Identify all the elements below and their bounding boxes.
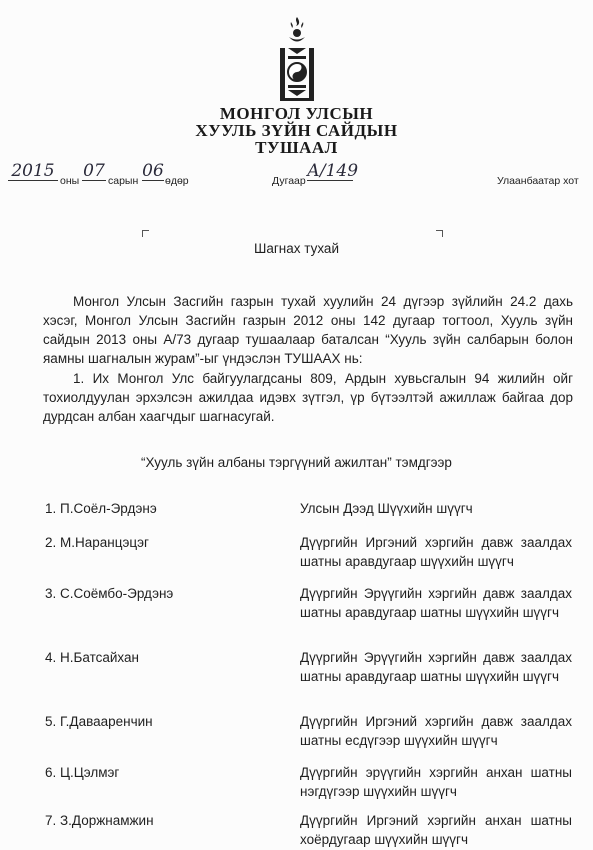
date-year-handwritten: 2015	[8, 162, 58, 181]
decision-paragraph: 1. Их Монгол Улс байгуулагдсаны 809, Ардын хувьсгалын 94 жилийн ойг тохиолдуулан эрхэлсэн ажилдаа идэвх зүтгэл, үр бүтээлтэй ажиллаж байгаа дор дурдсан албан хаагчдыг шагнасугай.	[43, 371, 573, 424]
order-number-handwritten: А/149	[307, 161, 359, 181]
recipient-name: 6. Ц.Цэлмэг	[45, 765, 120, 780]
recipient-position: Дүүргийн Иргэний хэргийн давж заалдах шатны есдүгээр шүүхийн шүүгч	[300, 714, 572, 748]
date-month-handwritten: 07	[83, 161, 105, 181]
org-title-line-3: ТУШААЛ	[255, 138, 338, 157]
recipient-name: 1. П.Соёл-Эрдэнэ	[45, 501, 157, 516]
preamble-paragraph: Монгол Улсын Засгийн газрын тухай хуулийн 24 дүгээр зүйлийн 24.2 дахь хэсэг, Монгол Улсын Засгийн газрын 2012 оны 142 дугаар тогтоол, Хууль зүйн сайдын 2013 оны А/73 дугаар тушаалаар баталсан “Хууль зүйн салбарын болон яамны шагналын журам”-ыг үндэслэн ТУШААХ нь:	[43, 294, 573, 366]
recipient-position: Улсын Дээд Шүүхийн шүүгч	[300, 501, 473, 516]
date-year-label: оны	[60, 175, 80, 187]
org-title-line-2: ХУУЛЬ ЗҮЙН САЙДЫН	[195, 121, 398, 140]
recipient-position: Дүүргийн Эрүүгийн хэргийн давж заалдах шатны аравдугаар шатны шүүхийн шүүгч	[300, 586, 572, 620]
date-day-label: өдөр	[165, 175, 189, 187]
recipient-position: Дүүргийн Иргэний хэргийн анхан шатны хоёрдугаар шүүхийн шүүгч	[300, 813, 572, 847]
award-title: “Хууль зүйн албаны тэргүүний ажилтан” тэмдгээр	[141, 455, 452, 470]
recipient-name: 5. Г.Давааренчин	[45, 714, 153, 729]
recipient-name: 7. З.Доржнамжин	[45, 813, 154, 828]
recipient-position: Дүүргийн Эрүүгийн хэргийн давж заалдах шатны аравдугаар шатны шүүхийн шүүгч	[300, 650, 572, 684]
order-number-label: Дугаар	[272, 175, 306, 187]
recipient-position: Дүүргийн Иргэний хэргийн давж заалдах шатны аравдугаар шүүхийн шүүгч	[300, 535, 572, 569]
recipient-position: Дүүргийн эрүүгийн хэргийн анхан шатны нэгдүгээр шүүхийн шүүгч	[300, 765, 572, 799]
date-day-handwritten: 06	[142, 161, 164, 181]
recipient-name: 2. М.Наранцэцэг	[45, 535, 149, 550]
recipient-name: 3. С.Соёмбо-Эрдэнэ	[45, 586, 174, 601]
org-title-line-1: МОНГОЛ УЛСЫН	[219, 104, 374, 123]
date-month-label: сарын	[108, 175, 139, 187]
city-label: Улаанбаатар хот	[497, 175, 579, 187]
document-subject: Шагнах тухай	[253, 241, 339, 256]
recipient-name: 4. Н.Батсайхан	[45, 650, 139, 665]
